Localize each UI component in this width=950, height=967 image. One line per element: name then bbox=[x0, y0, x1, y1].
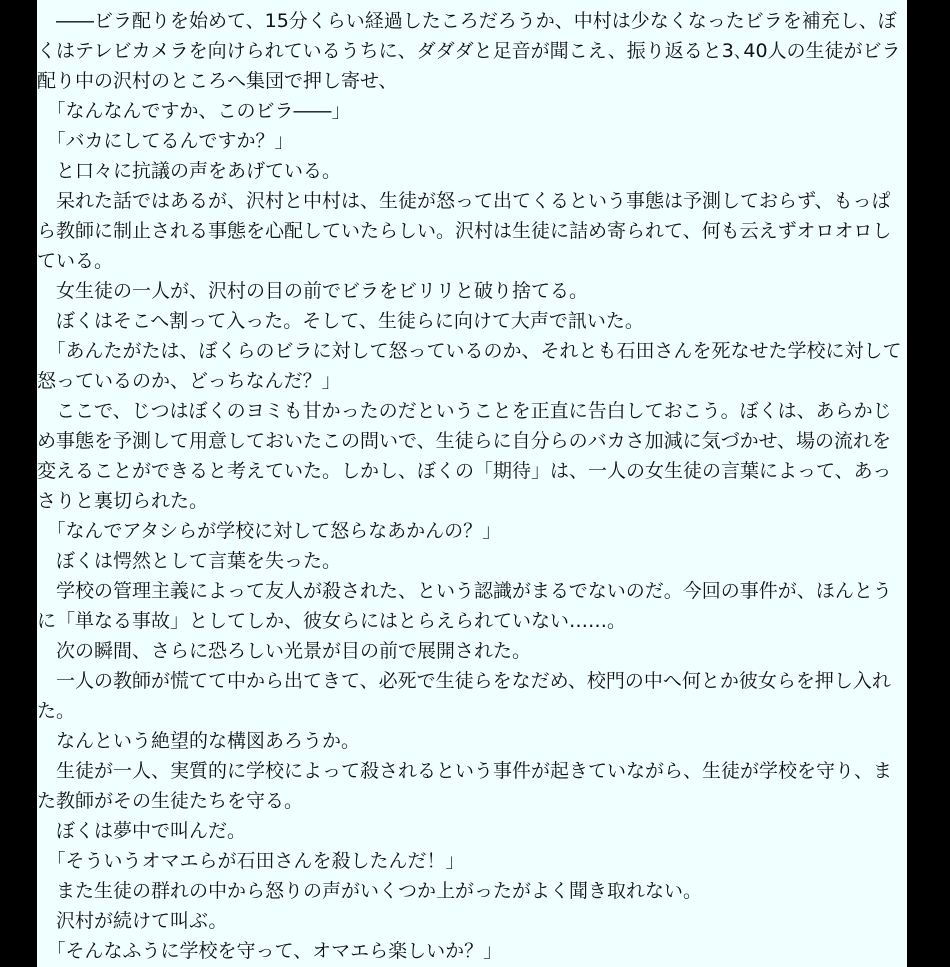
paragraph: 学校の管理主義によって友人が殺された、という認識がまるでないのだ。今回の事件が、ほんとうに「単なる事故」としてしか、彼女らにはとらえられていない……。 bbox=[37, 580, 892, 632]
paragraph: ――ビラ配りを始めて、15分くらい経過したころだろうか、中村は少なくなったビラを補充し、ぼくはテレビカメラを向けられているうちに、ダダダと足音が聞こえ、振り返ると3､40人の生徒がビラ配り中の沢村のところへ集団で押し寄せ、 bbox=[37, 10, 901, 92]
paragraph: と口々に抗議の声をあげている。 bbox=[37, 160, 342, 182]
paragraph: 「そういうオマエらが石田さんを殺したんだ！」 bbox=[37, 850, 465, 872]
paragraph: ここで、じつはぼくのヨミも甘かったのだということを正直に告白しておこう。ぼくは、あらかじめ事態を予測して用意しておいたこの問いで、生徒らに自分らのバカさ加減に気づかせ、場の流れを変えることができると考えていた。しかし、ぼくの「期待」は、一人の女生徒の言葉によって、あっさりと裏切られた。 bbox=[37, 400, 892, 512]
document-page bbox=[37, 0, 907, 967]
paragraph: 「あんたがたは、ぼくらのビラに対して怒っているのか、それとも石田さんを死なせた学校に対して怒っているのか、どっちなんだ？」 bbox=[37, 340, 902, 392]
paragraph: ぼくは愕然として言葉を失った。 bbox=[37, 550, 342, 572]
paragraph: 生徒が一人、実質的に学校によって殺されるという事件が起きていながら、生徒が学校を守り、また教師がその生徒たちを守る。 bbox=[37, 760, 893, 812]
paragraph: 「バカにしてるんですか？」 bbox=[37, 130, 294, 152]
paragraph: 「なんなんですか、このビラ――」 bbox=[37, 100, 351, 122]
paragraph: ぼくはそこへ割って入った。そして、生徒らに向けて大声で訊いた。 bbox=[37, 310, 644, 332]
paragraph: 次の瞬間、さらに恐ろしい光景が目の前で展開された。 bbox=[37, 640, 532, 662]
paragraph: 女生徒の一人が、沢村の目の前でビラをビリリと破り捨てる。 bbox=[37, 280, 589, 302]
paragraph: ぼくは夢中で叫んだ。 bbox=[37, 820, 247, 842]
document-body bbox=[37, 0, 907, 966]
paragraph: なんという絶望的な構図あろうか。 bbox=[37, 730, 361, 752]
paragraph: 沢村が続けて叫ぶ。 bbox=[37, 910, 228, 932]
paragraph: 一人の教師が慌てて中から出てきて、必死で生徒らをなだめ、校門の中へ何とか彼女らを押し入れた。 bbox=[37, 670, 891, 722]
paragraph: 呆れた話ではあるが、沢村と中村は、生徒が怒って出てくるという事態は予測しておらず、もっぱら教師に制止される事態を心配していたらしい。沢村は生徒に詰め寄られて、何も云えずオロオロしている。 bbox=[37, 190, 892, 272]
paragraph: また生徒の群れの中から怒りの声がいくつか上がったがよく聞き取れない。 bbox=[37, 880, 703, 902]
paragraph: 「なんでアタシらが学校に対して怒らなあかんの？」 bbox=[37, 520, 502, 542]
paragraph: 「そんなふうに学校を守って、オマエら楽しいか？」 bbox=[37, 940, 503, 962]
